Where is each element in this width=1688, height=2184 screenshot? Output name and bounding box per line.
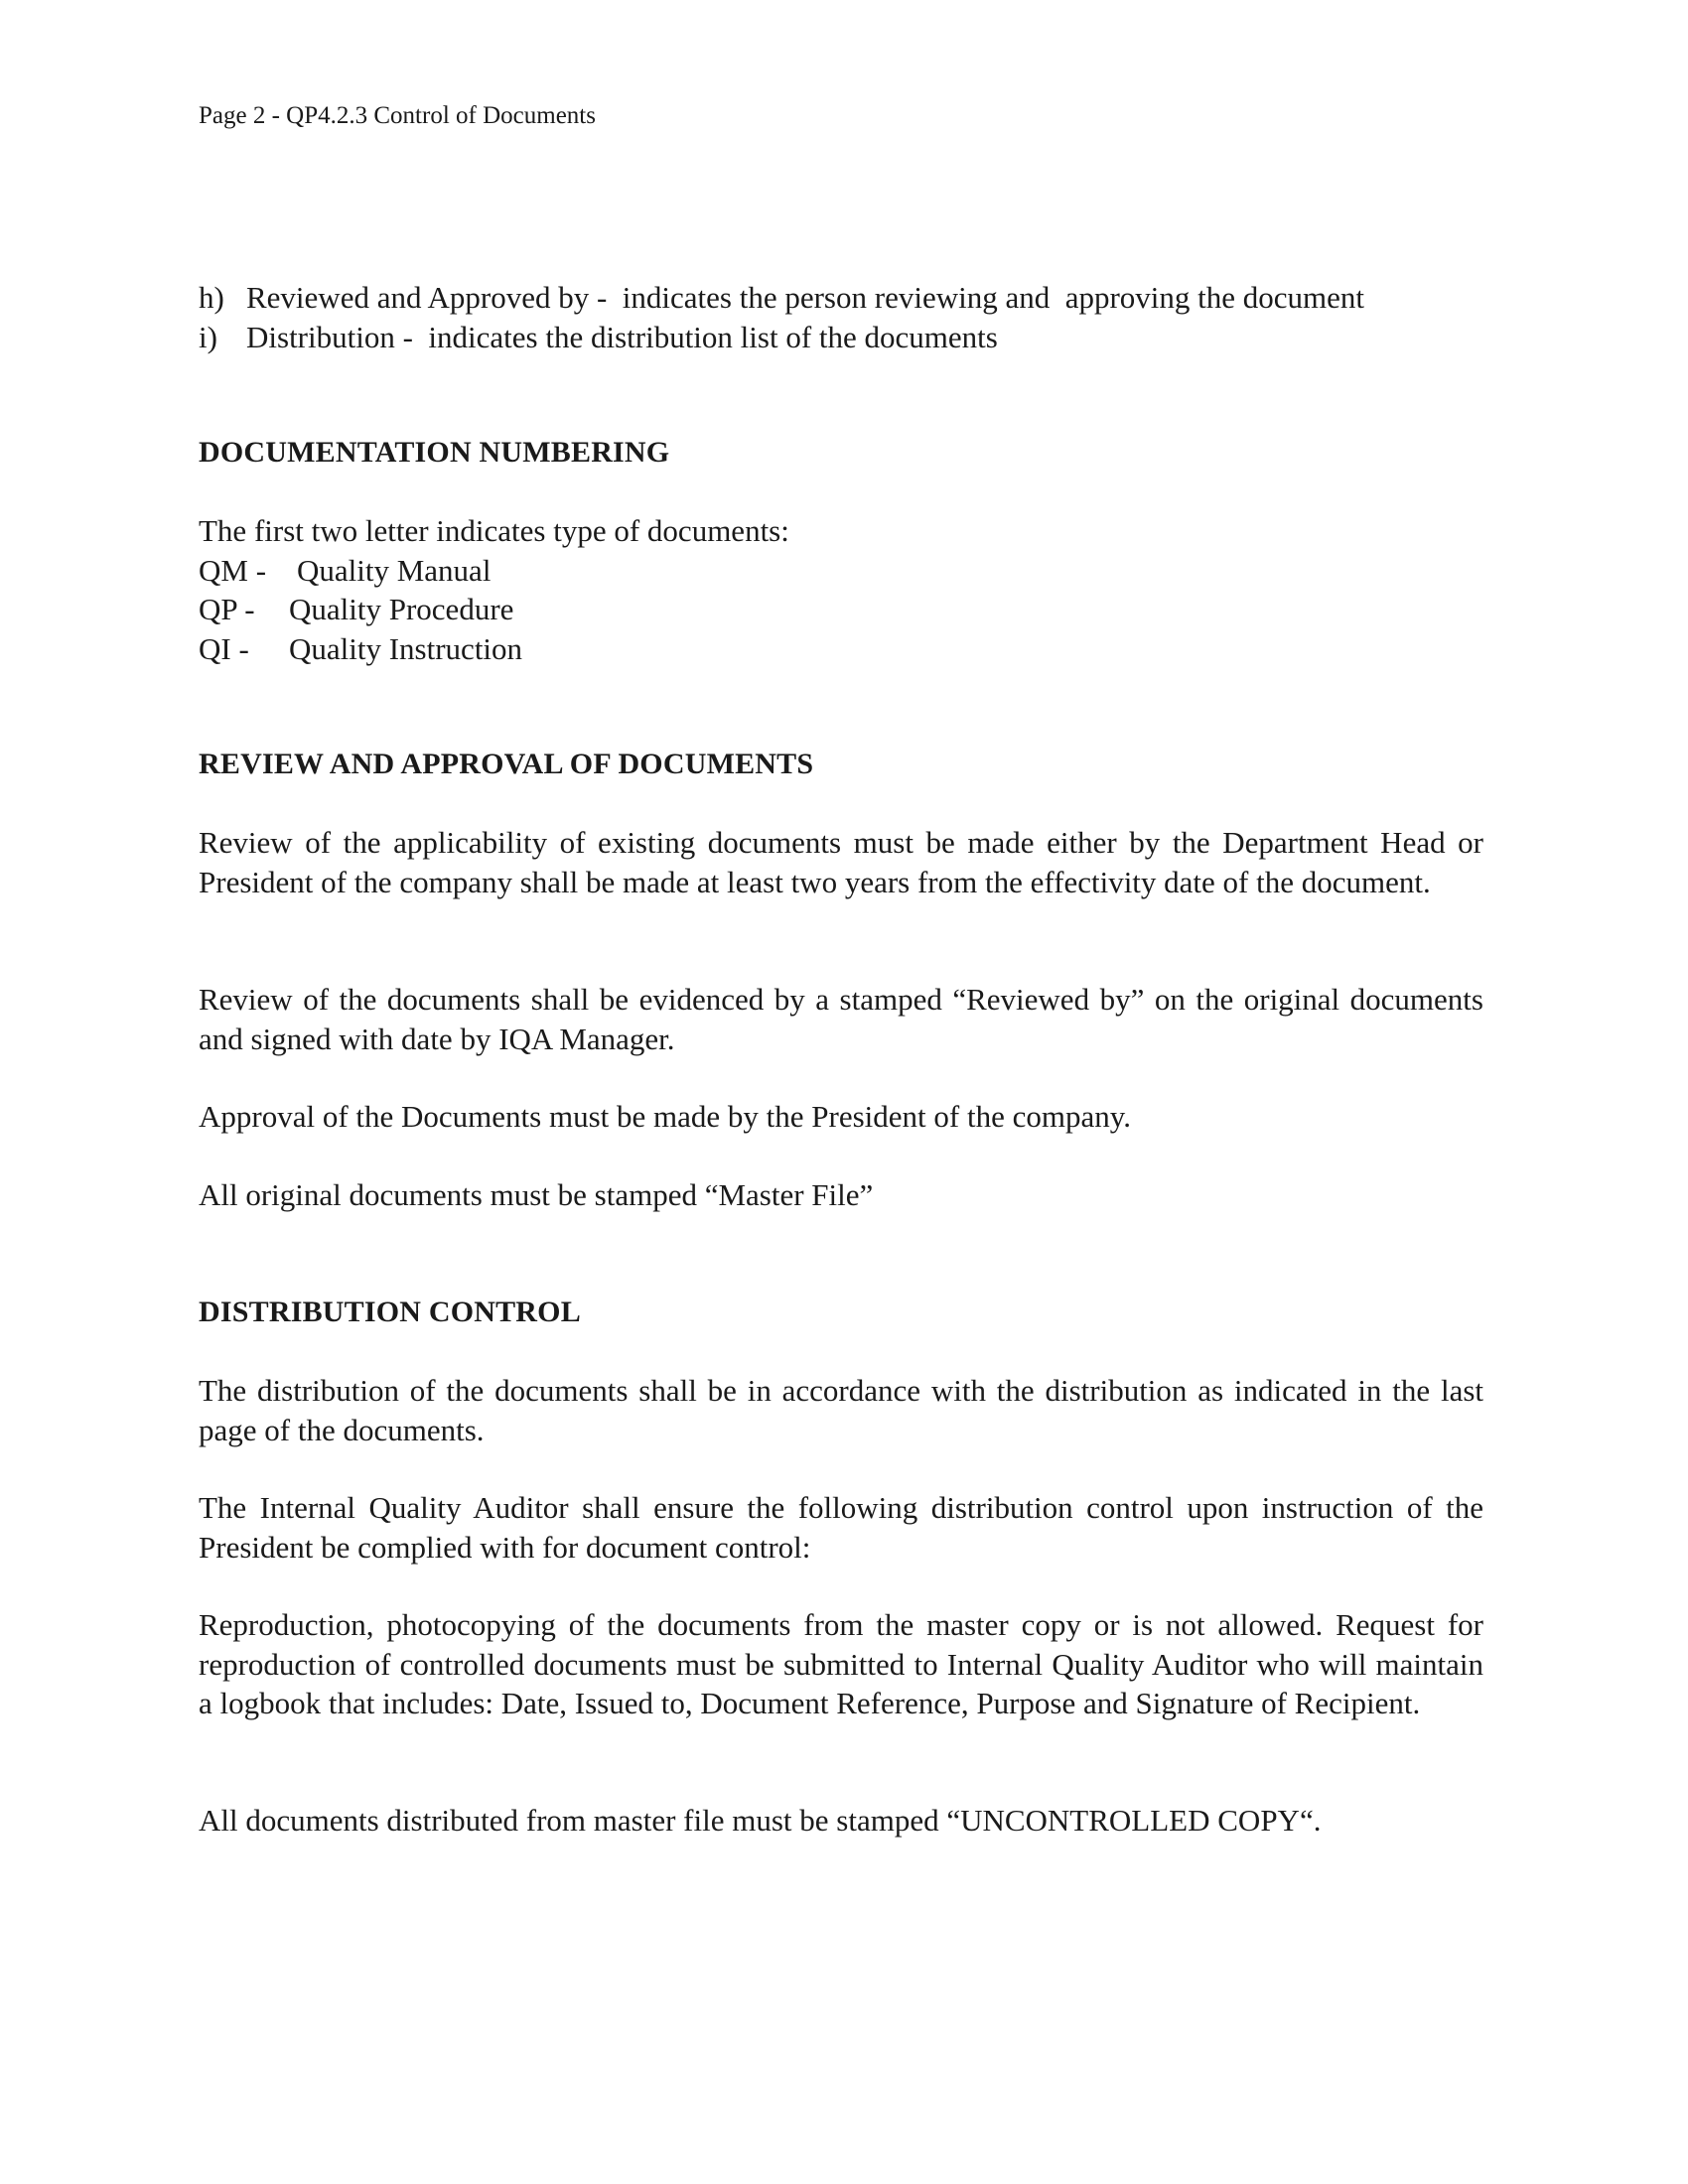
review-paragraph-4: All original documents must be stamped “Master File” <box>199 1177 874 1212</box>
section-heading-review: REVIEW AND APPROVAL OF DOCUMENTS <box>199 748 814 780</box>
code-label: Quality Manual <box>297 552 492 588</box>
list-item-text: Reviewed and Approved by - indicates the person reviewing and approving the document <box>246 280 1365 315</box>
definition-list <box>199 278 1483 356</box>
code-item <box>199 629 1483 669</box>
section-heading-distribution: DISTRIBUTION CONTROL <box>199 1296 581 1328</box>
review-paragraph-1: Review of the applicability of existing documents must be made either by the Department Head or President of the company shall be made at least two years from the effectivity date of the document. <box>199 825 1483 899</box>
code-abbrev: QM - <box>199 552 267 588</box>
distribution-paragraph-2: The Internal Quality Auditor shall ensure the following distribution control upon instruction of the President be complied with for document control: <box>199 1490 1483 1565</box>
numbering-intro: The first two letter indicates type of documents: <box>199 513 789 548</box>
review-paragraph-2: Review of the documents shall be evidenced by a stamped “Reviewed by” on the original documents and signed with date by IQA Manager. <box>199 982 1483 1056</box>
distribution-paragraph-4: All documents distributed from master file must be stamped “UNCONTROLLED COPY“. <box>199 1803 1322 1838</box>
distribution-paragraph-3: Reproduction, photocopying of the documents from the master copy or is not allowed. Request for reproduction of controlled documents must be submitted to Internal Quality Auditor who will maintain a logbook that includes: Date, Issued to, Document Reference, Purpose and Signature of Recipient. <box>199 1607 1483 1720</box>
numbering-block <box>199 511 1483 668</box>
code-abbrev: QI - <box>199 630 249 666</box>
code-item <box>199 551 1483 591</box>
list-item-text: Distribution - indicates the distribution list of the documents <box>246 319 998 354</box>
code-abbrev: QP - <box>199 592 255 626</box>
review-paragraph-3: Approval of the Documents must be made by the President of the company. <box>199 1099 1131 1134</box>
list-item <box>199 318 1483 357</box>
code-label: Quality Instruction <box>289 630 523 666</box>
section-heading-numbering: DOCUMENTATION NUMBERING <box>199 436 670 469</box>
distribution-paragraph-1: The distribution of the documents shall be in accordance with the distribution as indicated in the last page of the documents. <box>199 1373 1483 1447</box>
code-label: Quality Procedure <box>289 592 514 626</box>
list-item <box>199 278 1483 318</box>
list-marker: i) <box>199 319 217 354</box>
page-header: Page 2 - QP4.2.3 Control of Documents <box>199 102 596 129</box>
list-marker: h) <box>199 280 224 315</box>
code-item <box>199 590 1483 629</box>
